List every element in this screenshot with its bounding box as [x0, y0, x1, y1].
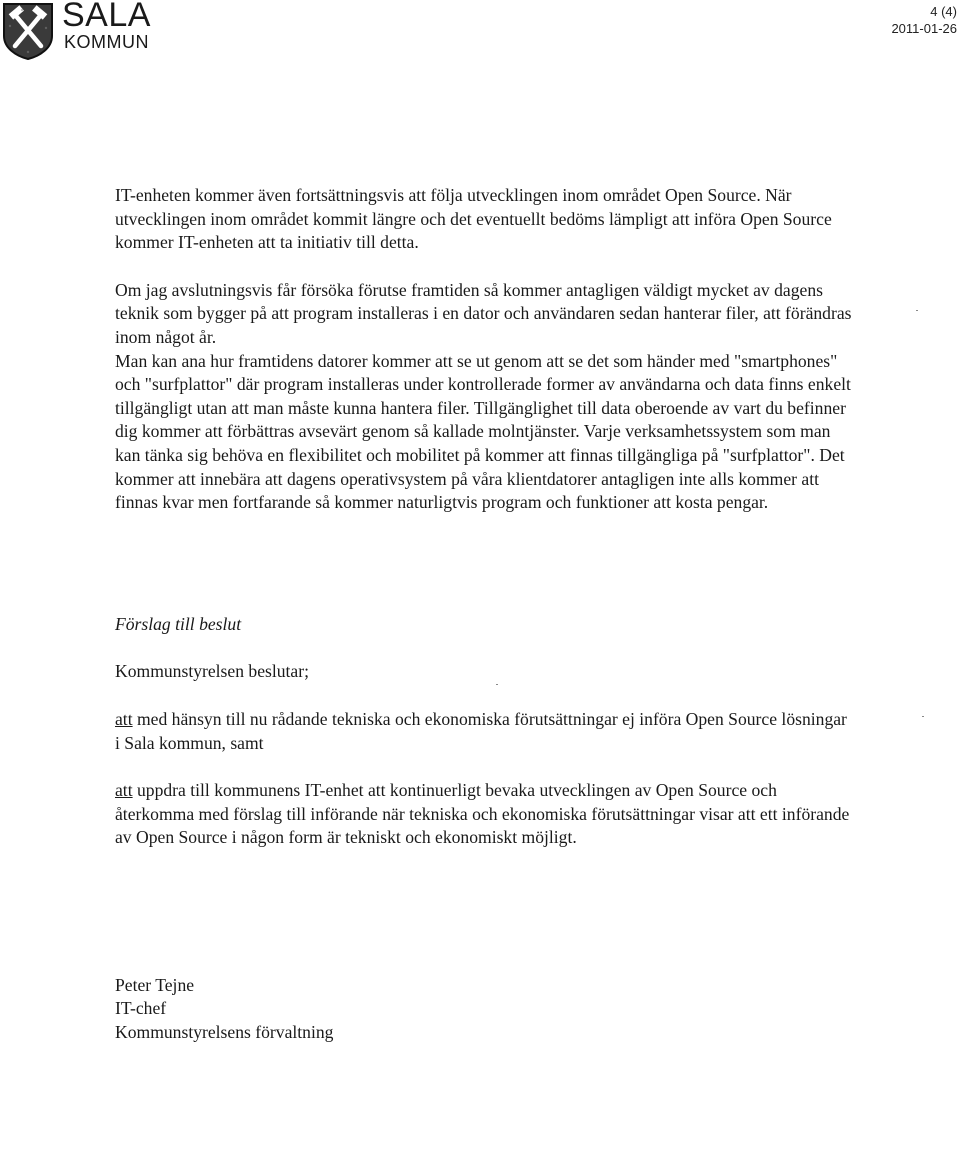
proposal-intro: Kommunstyrelsen beslutar; [115, 661, 309, 682]
header-logo [0, 0, 180, 64]
signature-department: Kommunstyrelsens förvaltning [115, 1022, 334, 1043]
scan-speck [496, 684, 498, 685]
scan-speck [922, 716, 924, 717]
paragraph-future-computers: Man kan ana hur framtidens datorer kommer att se ut genom att se det som händer med "smartphones" och "surfplattor" där program installeras under kontrollerade former av användarna och data finns enkelt tillgängligt utan att man måste kunna hantera filer. Tillgänglighet till data oberoende av vart du befinner dig kommer att förbättras avsevärt genom så kallade molntjänster. Varje verksamhetssystem som man kan tänka sig behöva en flexibilitet och mobilitet på kommer att finnas tillgängliga på "surfplattor". Det kommer att innebära att dagens operativsystem på våra klientdatorer antagligen inte alls kommer att finnas kvar men fortfarande så kommer naturligtvis program och funktioner att kosta pengar. [115, 350, 851, 513]
logo-wordmark-kommun: KOMMUN [64, 32, 149, 52]
proposal-heading: Förslag till beslut [115, 613, 242, 634]
signature-name: Peter Tejne [115, 974, 195, 995]
att-keyword: att [115, 708, 133, 729]
decision-item-1-text: med hänsyn till nu rådande tekniska och ekonomiska förutsättningar ej införa Open Source lösningar i Sala kommun, samt [115, 708, 847, 753]
page-meta [891, 3, 957, 37]
decision-item-2 [115, 779, 855, 850]
logo-wordmark-sala: SALA [62, 0, 151, 34]
decision-item-1 [115, 708, 855, 755]
scan-speck [916, 310, 918, 311]
paragraph-open-source-followup: IT-enheten kommer även fortsättningsvis att följa utvecklingen inom området Open Source. När utvecklingen inom området kommit längre och det eventuellt bedöms lämpligt att införa Open Source kommer IT-enheten att ta initiativ till detta. [115, 185, 832, 253]
paragraph-future-outlook: Om jag avslutningsvis får försöka förutse framtiden så kommer antagligen väldigt mycket av dagens teknik som bygger på att program installeras i en dator och användaren sedan hanterar filer, att förändras inom något år. [115, 279, 852, 347]
document-date: 2011-01-26 [891, 21, 957, 36]
page-number: 4 (4) [930, 4, 957, 19]
signature-title: IT-chef [115, 998, 167, 1019]
att-keyword: att [115, 780, 133, 801]
decision-item-2-text: uppdra till kommunens IT-enhet att kontinuerligt bevaka utvecklingen av Open Source och återkomma med förslag till införande när tekniska och ekonomiska förutsättningar visar att ett införande av Open Source i någon form är tekniskt och ekonomiskt möjligt. [115, 780, 850, 848]
signature-block [115, 974, 855, 1045]
document-body [115, 184, 855, 1045]
crossed-hammers-shield-icon [2, 2, 54, 60]
